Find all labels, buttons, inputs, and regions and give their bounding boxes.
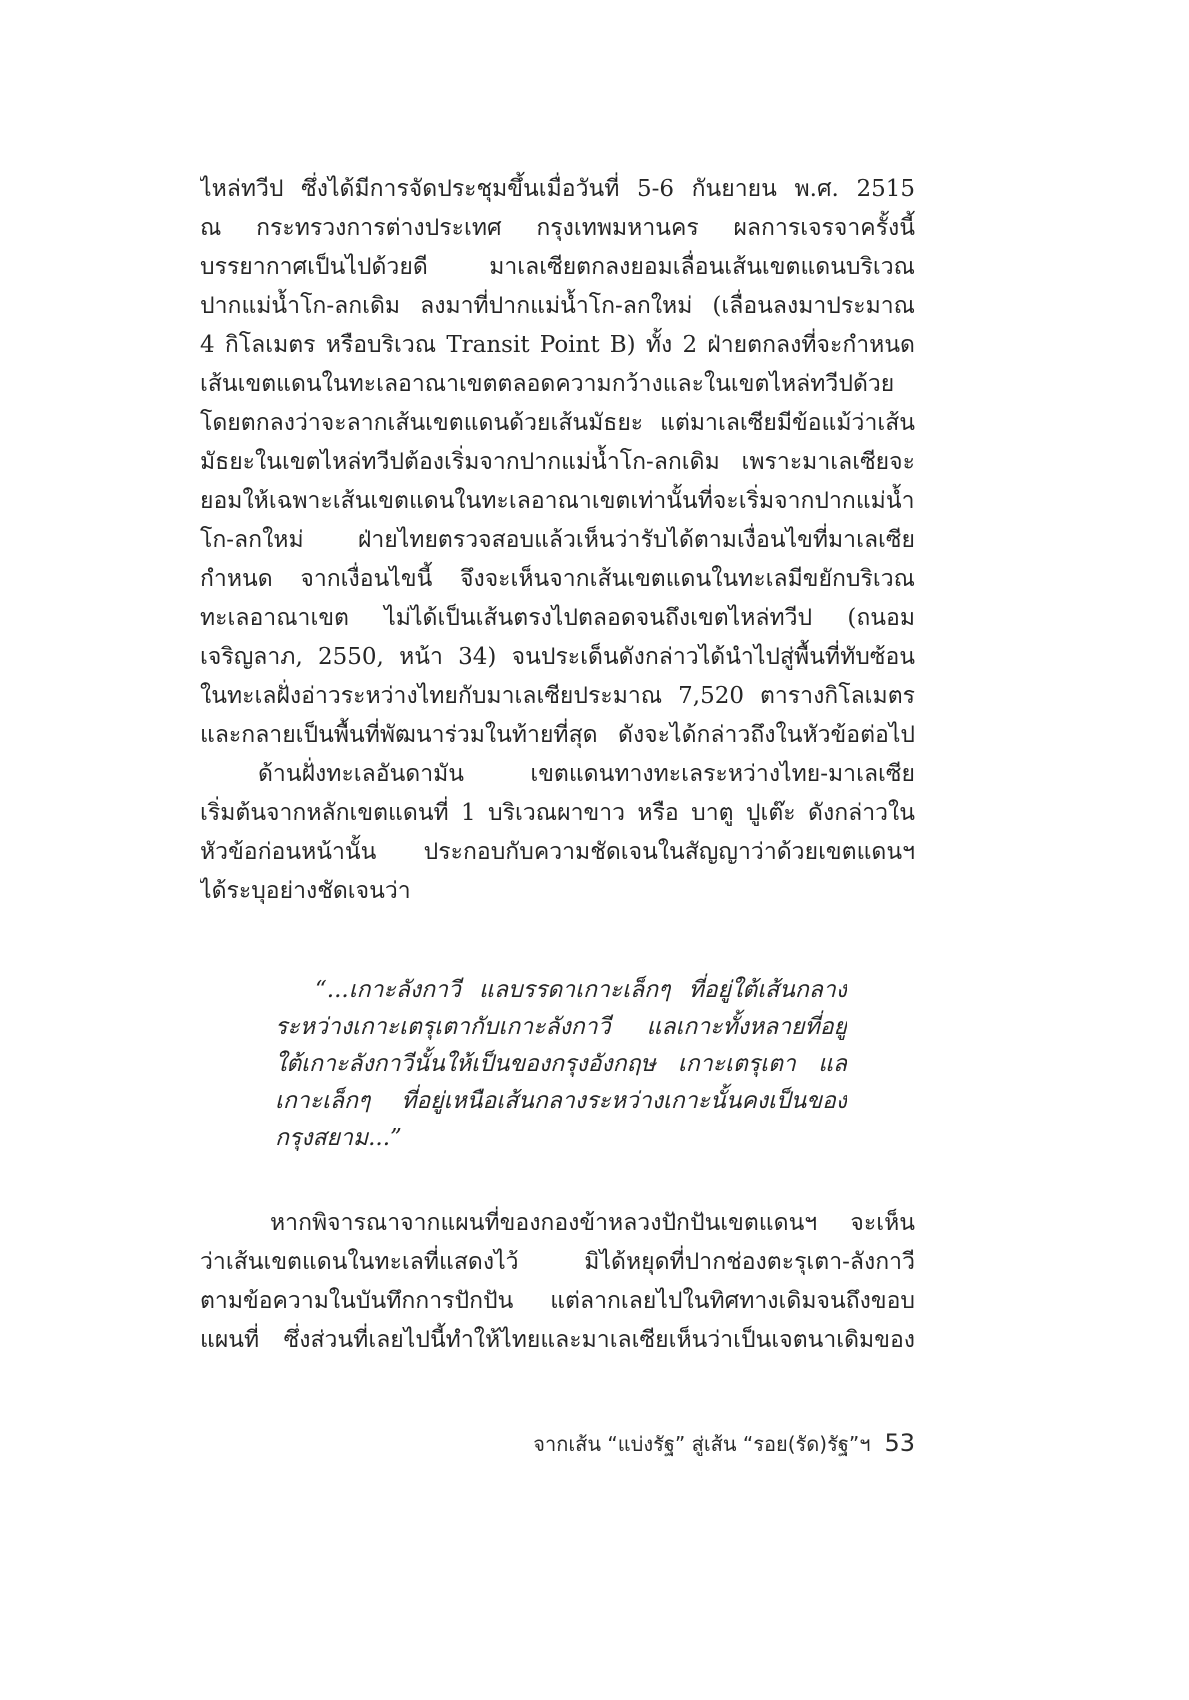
paragraph	[200, 170, 915, 755]
paragraph	[200, 755, 915, 911]
text-line: ปากแม่น้ำโก-ลกเดิม ลงมาที่ปากแม่น้ำโก-ลกใหม่ (เลื่อนลงมาประมาณ	[200, 293, 915, 319]
text-line: ตามข้อความในบันทึกการปักปัน แต่ลากเลยไปในทิศทางเดิมจนถึงขอบ	[200, 1288, 915, 1314]
quote-line: “...เกาะลังกาวี แลบรรดาเกาะเล็กๆ ที่อยู่ใต้เส้นกลาง	[315, 977, 847, 1003]
quote-line: กรุงสยาม...”	[275, 1125, 402, 1151]
body-text	[200, 170, 915, 911]
text-line: ณ กระทรวงการต่างประเทศ กรุงเทพมหานคร ผลการเจรจาครั้งนี้	[200, 215, 915, 241]
text-line: 4 กิโลเมตร หรือบริเวณ Transit Point B) ทั้ง 2 ฝ่ายตกลงที่จะกำหนด	[200, 332, 915, 358]
block-quote	[275, 972, 847, 1157]
quote-line: ใต้เกาะลังกาวีนั้นให้เป็นของกรุงอังกฤษ เกาะเตรุเตา แล	[275, 1051, 847, 1077]
page-footer	[470, 1428, 915, 1460]
text-line: แผนที่ ซึ่งส่วนที่เลยไปนี้ทำให้ไทยและมาเลเซียเห็นว่าเป็นเจตนาเดิมของ	[200, 1327, 915, 1353]
page-number: 53	[884, 1429, 915, 1457]
text-line: มัธยะในเขตไหล่ทวีปต้องเริ่มจากปากแม่น้ำโก-ลกเดิม เพราะมาเลเซียจะ	[200, 449, 915, 475]
text-line: ว่าเส้นเขตแดนในทะเลที่แสดงไว้ มิได้หยุดที่ปากช่องตะรุเตา-ลังกาวี	[200, 1249, 915, 1275]
quote-line: เกาะเล็กๆ ที่อยู่เหนือเส้นกลางระหว่างเกาะนั้นคงเป็นของ	[275, 1088, 847, 1114]
text-line: ไหล่ทวีป ซึ่งได้มีการจัดประชุมขึ้นเมื่อวันที่ 5-6 กันยายน พ.ศ. 2515	[200, 176, 915, 202]
text-line: หัวข้อก่อนหน้านั้น ประกอบกับความชัดเจนในสัญญาว่าด้วยเขตแดนฯ	[200, 839, 915, 865]
text-line: โก-ลกใหม่ ฝ่ายไทยตรวจสอบแล้วเห็นว่ารับได้ตามเงื่อนไขที่มาเลเซีย	[200, 527, 915, 553]
text-line: บรรยากาศเป็นไปด้วยดี มาเลเซียตกลงยอมเลื่อนเส้นเขตแดนบริเวณ	[200, 254, 915, 280]
paragraph	[200, 1204, 915, 1360]
text-line: โดยตกลงว่าจะลากเส้นเขตแดนด้วยเส้นมัธยะ แต่มาเลเซียมีข้อแม้ว่าเส้น	[200, 410, 915, 436]
text-line: หากพิจารณาจากแผนที่ของกองข้าหลวงปักปันเขตแดนฯ จะเห็น	[270, 1210, 915, 1236]
running-title: จากเส้น “แบ่งรัฐ” สู่เส้น “รอย(รัด)รัฐ”ฯ	[533, 1432, 871, 1456]
text-line: ยอมให้เฉพาะเส้นเขตแดนในทะเลอาณาเขตเท่านั้นที่จะเริ่มจากปากแม่น้ำ	[200, 488, 915, 514]
text-line: ได้ระบุอย่างชัดเจนว่า	[200, 878, 411, 904]
quote-line: ระหว่างเกาะเตรุเตากับเกาะลังกาวี แลเกาะทั้งหลายที่อยู่	[275, 1014, 847, 1040]
text-line: เจริญลาภ, 2550, หน้า 34) จนประเด็นดังกล่าวได้นำไปสู่พื้นที่ทับซ้อน	[200, 644, 915, 670]
text-line: กำหนด จากเงื่อนไขนี้ จึงจะเห็นจากเส้นเขตแดนในทะเลมีขยักบริเวณ	[200, 566, 915, 592]
text-line: เส้นเขตแดนในทะเลอาณาเขตตลอดความกว้างและในเขตไหล่ทวีปด้วย	[200, 371, 895, 397]
text-line: ทะเลอาณาเขต ไม่ได้เป็นเส้นตรงไปตลอดจนถึงเขตไหล่ทวีป (ถนอม	[200, 605, 915, 631]
text-line: เริ่มต้นจากหลักเขตแดนที่ 1 บริเวณผาขาว หรือ บาตู ปูเต๊ะ ดังกล่าวใน	[200, 800, 915, 826]
text-line: ในทะเลฝั่งอ่าวระหว่างไทยกับมาเลเซียประมาณ 7,520 ตารางกิโลเมตร	[200, 683, 915, 709]
text-line: และกลายเป็นพื้นที่พัฒนาร่วมในท้ายที่สุด ดังจะได้กล่าวถึงในหัวข้อต่อไป	[200, 722, 915, 748]
text-line: ด้านฝั่งทะเลอันดามัน เขตแดนทางทะเลระหว่างไทย-มาเลเซีย	[258, 761, 915, 787]
